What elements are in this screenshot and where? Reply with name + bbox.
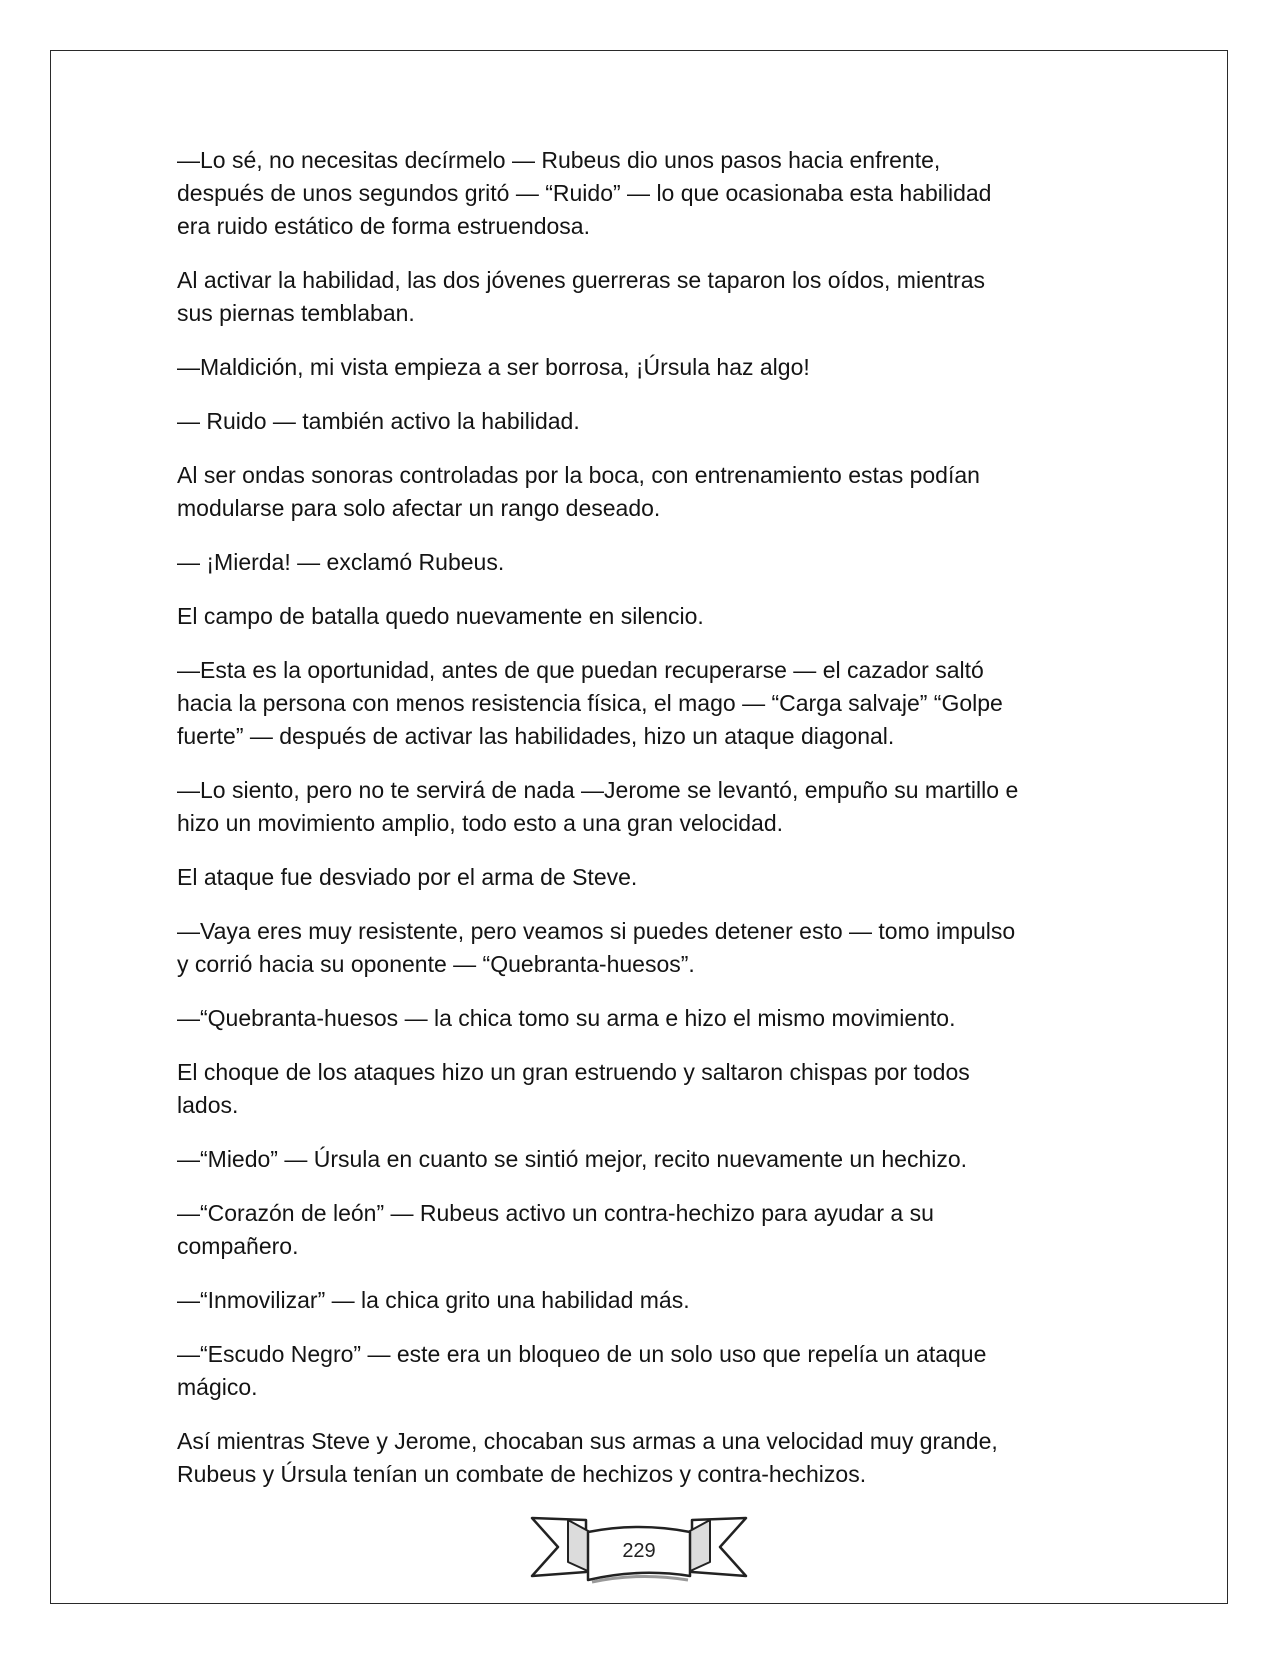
paragraph: Al ser ondas sonoras controladas por la boca, con entrenamiento estas podían modularse para solo afectar un rango deseado. xyxy=(177,462,980,521)
paragraph: — ¡Mierda! — exclamó Rubeus. xyxy=(177,549,505,575)
paragraph: —“Miedo” — Úrsula en cuanto se sintió mejor, recito nuevamente un hechizo. xyxy=(177,1146,968,1172)
paragraph: El choque de los ataques hizo un gran estruendo y saltaron chispas por todos lados. xyxy=(177,1059,970,1118)
paragraph: —Vaya eres muy resistente, pero veamos si puedes detener esto — tomo impulso y corrió hacia su oponente — “Quebranta-huesos”. xyxy=(177,918,1016,977)
paragraph: —Esta es la oportunidad, antes de que puedan recuperarse — el cazador saltó hacia la persona con menos resistencia física, el mago — “Carga salvaje” “Golpe fuerte” — después de activar las habilidades, hizo un ataque diagonal. xyxy=(177,657,1003,749)
paragraph: — Ruido — también activo la habilidad. xyxy=(177,408,580,434)
paragraph: —“Corazón de león” — Rubeus activo un contra-hechizo para ayudar a su compañero. xyxy=(177,1200,934,1259)
paragraph: —“Quebranta-huesos — la chica tomo su arma e hizo el mismo movimiento. xyxy=(177,1005,956,1031)
paragraph: El ataque fue desviado por el arma de Steve. xyxy=(177,864,638,890)
paragraph: Al activar la habilidad, las dos jóvenes guerreras se taparon los oídos, mientras sus piernas temblaban. xyxy=(177,267,985,326)
paragraph: —Lo siento, pero no te servirá de nada —Jerome se levantó, empuño su martillo e hizo un movimiento amplio, todo esto a una gran velocidad. xyxy=(177,777,1019,836)
paragraph: —“Escudo Negro” — este era un bloqueo de un solo uso que repelía un ataque mágico. xyxy=(177,1341,987,1400)
paragraph: El campo de batalla quedo nuevamente en silencio. xyxy=(177,603,704,629)
paragraph: —“Inmovilizar” — la chica grito una habilidad más. xyxy=(177,1287,690,1313)
paragraph: Así mientras Steve y Jerome, chocaban sus armas a una velocidad muy grande, Rubeus y Úrsula tenían un combate de hechizos y contra-hechizos. xyxy=(177,1428,998,1487)
paragraph: —Maldición, mi vista empieza a ser borrosa, ¡Úrsula haz algo! xyxy=(177,354,810,380)
paragraph: —Lo sé, no necesitas decírmelo — Rubeus dio unos pasos hacia enfrente, después de unos segundos gritó — “Ruido” — lo que ocasionaba esta habilidad era ruido estático de forma estruendosa. xyxy=(177,147,992,239)
page-number: 229 xyxy=(622,1540,656,1562)
text-body xyxy=(177,144,1097,1512)
